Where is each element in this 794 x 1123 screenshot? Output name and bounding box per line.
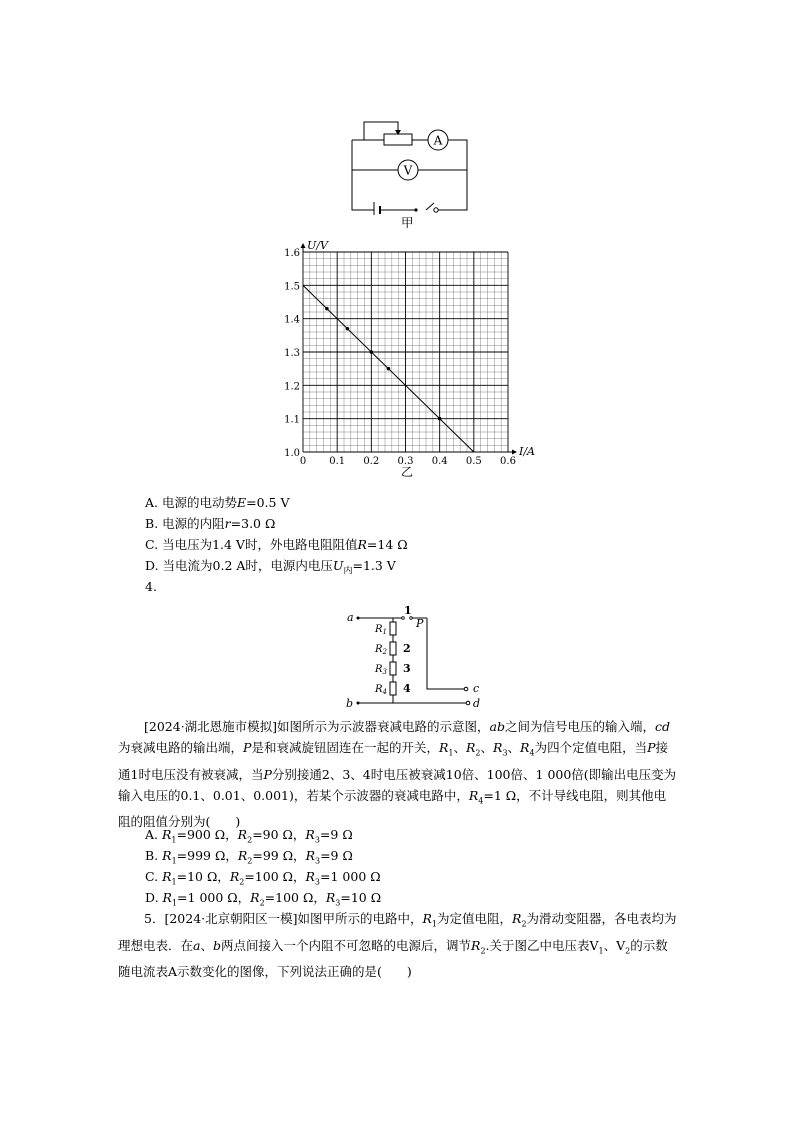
voltmeter-label: V	[403, 163, 413, 178]
q3-option-a[interactable]: A. 电源的电动势E=0.5 V	[145, 495, 290, 510]
resistor-r2-label: $R_2$	[375, 644, 387, 656]
terminal-a: a	[347, 611, 354, 624]
y-tick-label: 1.5	[284, 281, 300, 293]
data-point	[370, 350, 374, 354]
terminal-c: c	[473, 682, 480, 695]
y-tick-label: 1.2	[284, 381, 300, 393]
x-tick-label: 0.1	[329, 456, 346, 467]
y-axis-arrowhead	[301, 243, 306, 248]
q4-stem: [2024·湖北恩施市模拟]如图所示为示波器衰减电路的示意图，ab之间为信号电压的输入端，cd为衰减电路的输出端，P是和衰减旋钮固连在一起的开关，$R_1$、$R_2$、$R_3$、$R_4$为四个定值电阻，当P接通1时电压没有被衰减，当P分别接通2、3、4时电压被衰减10倍、100倍、1 000倍(即输出电压变为输入电压的0.1、0.01、0.001)，若某个示波器的衰减电路中，$R_4=1$ Ω，不计导线电阻，则其他电阻的阻值分别为( )	[118, 719, 677, 829]
y-axis-label: U/V	[307, 239, 328, 252]
ammeter-label: A	[433, 133, 443, 148]
resistor-r1-label: $R_1$	[375, 624, 387, 636]
data-point	[325, 307, 329, 311]
y-tick-label: 1.3	[284, 348, 300, 359]
q4-number: 4.	[145, 579, 157, 594]
y-tick-label: 1.0	[284, 448, 300, 459]
data-point	[387, 367, 391, 371]
q3-option-d[interactable]: D. 当电流为0.2 A时，电源内电压$U_内=1.3$ V	[145, 558, 396, 577]
contact-2: 2	[403, 642, 411, 655]
q3-option-c[interactable]: C. 当电压为1.4 V时，外电路电阻阻值R=14 Ω	[145, 537, 408, 552]
x-tick-label: 0.5	[465, 456, 482, 467]
circuit-jia	[340, 115, 480, 215]
figure-caption-jia: 甲	[401, 215, 414, 230]
q4-option-b[interactable]: B. $R_1=999$ Ω，$R_2=99$ Ω，$R_3=9$ Ω	[145, 848, 353, 866]
q3-option-b[interactable]: B. 电源的内阻r=3.0 Ω	[145, 516, 276, 531]
ui-graph-yi	[270, 235, 550, 480]
q4-option-a[interactable]: A. $R_1=900$ Ω，$R_2=90$ Ω，$R_3=9$ Ω	[145, 827, 353, 845]
contact-4: 4	[403, 682, 411, 695]
switch-p: P	[416, 617, 424, 630]
y-tick-label: 1.6	[284, 248, 300, 259]
x-axis-label: I/A	[519, 445, 535, 458]
resistor-r3-label: $R_3$	[375, 664, 387, 676]
contact-3: 3	[403, 662, 411, 675]
y-tick-label: 1.1	[284, 414, 300, 426]
q5-stem: 5．[2024·北京朝阳区一模]如图甲所示的电路中，$R_1$为定值电阻，$R_2$为滑动变阻器，各电表均为理想电表．在a、b两点间接入一个内阻不可忽略的电源后，调节$R_2$.关于图乙中电压表$V_1$、$V_2$的示数随电流表A示数变化的图像，下列说法正确的是( )	[118, 911, 677, 979]
figure-caption-yi: 乙	[401, 465, 414, 479]
attenuator-circuit	[340, 600, 480, 710]
x-tick-label: 0.6	[500, 456, 516, 467]
contact-1: 1	[404, 604, 412, 617]
resistor-r4-label: $R_4$	[375, 684, 387, 696]
data-point	[346, 327, 350, 331]
q4-option-d[interactable]: D. $R_1=1$ 000 Ω，$R_2=100$ Ω，$R_3=10$ Ω	[145, 890, 382, 908]
x-axis-arrowhead	[512, 450, 517, 455]
x-tick-label: 0.3	[397, 456, 414, 467]
x-tick-label: 0.2	[363, 456, 380, 467]
terminal-b: b	[346, 697, 354, 710]
y-tick-label: 1.4	[284, 314, 300, 326]
terminal-d: d	[473, 697, 480, 710]
x-tick-label: 0.4	[431, 456, 448, 467]
q4-option-c[interactable]: C. $R_1=10$ Ω，$R_2=100$ Ω，$R_3=1$ 000 Ω	[145, 869, 381, 887]
data-point	[438, 417, 442, 421]
x-tick-label: 0	[299, 456, 307, 467]
